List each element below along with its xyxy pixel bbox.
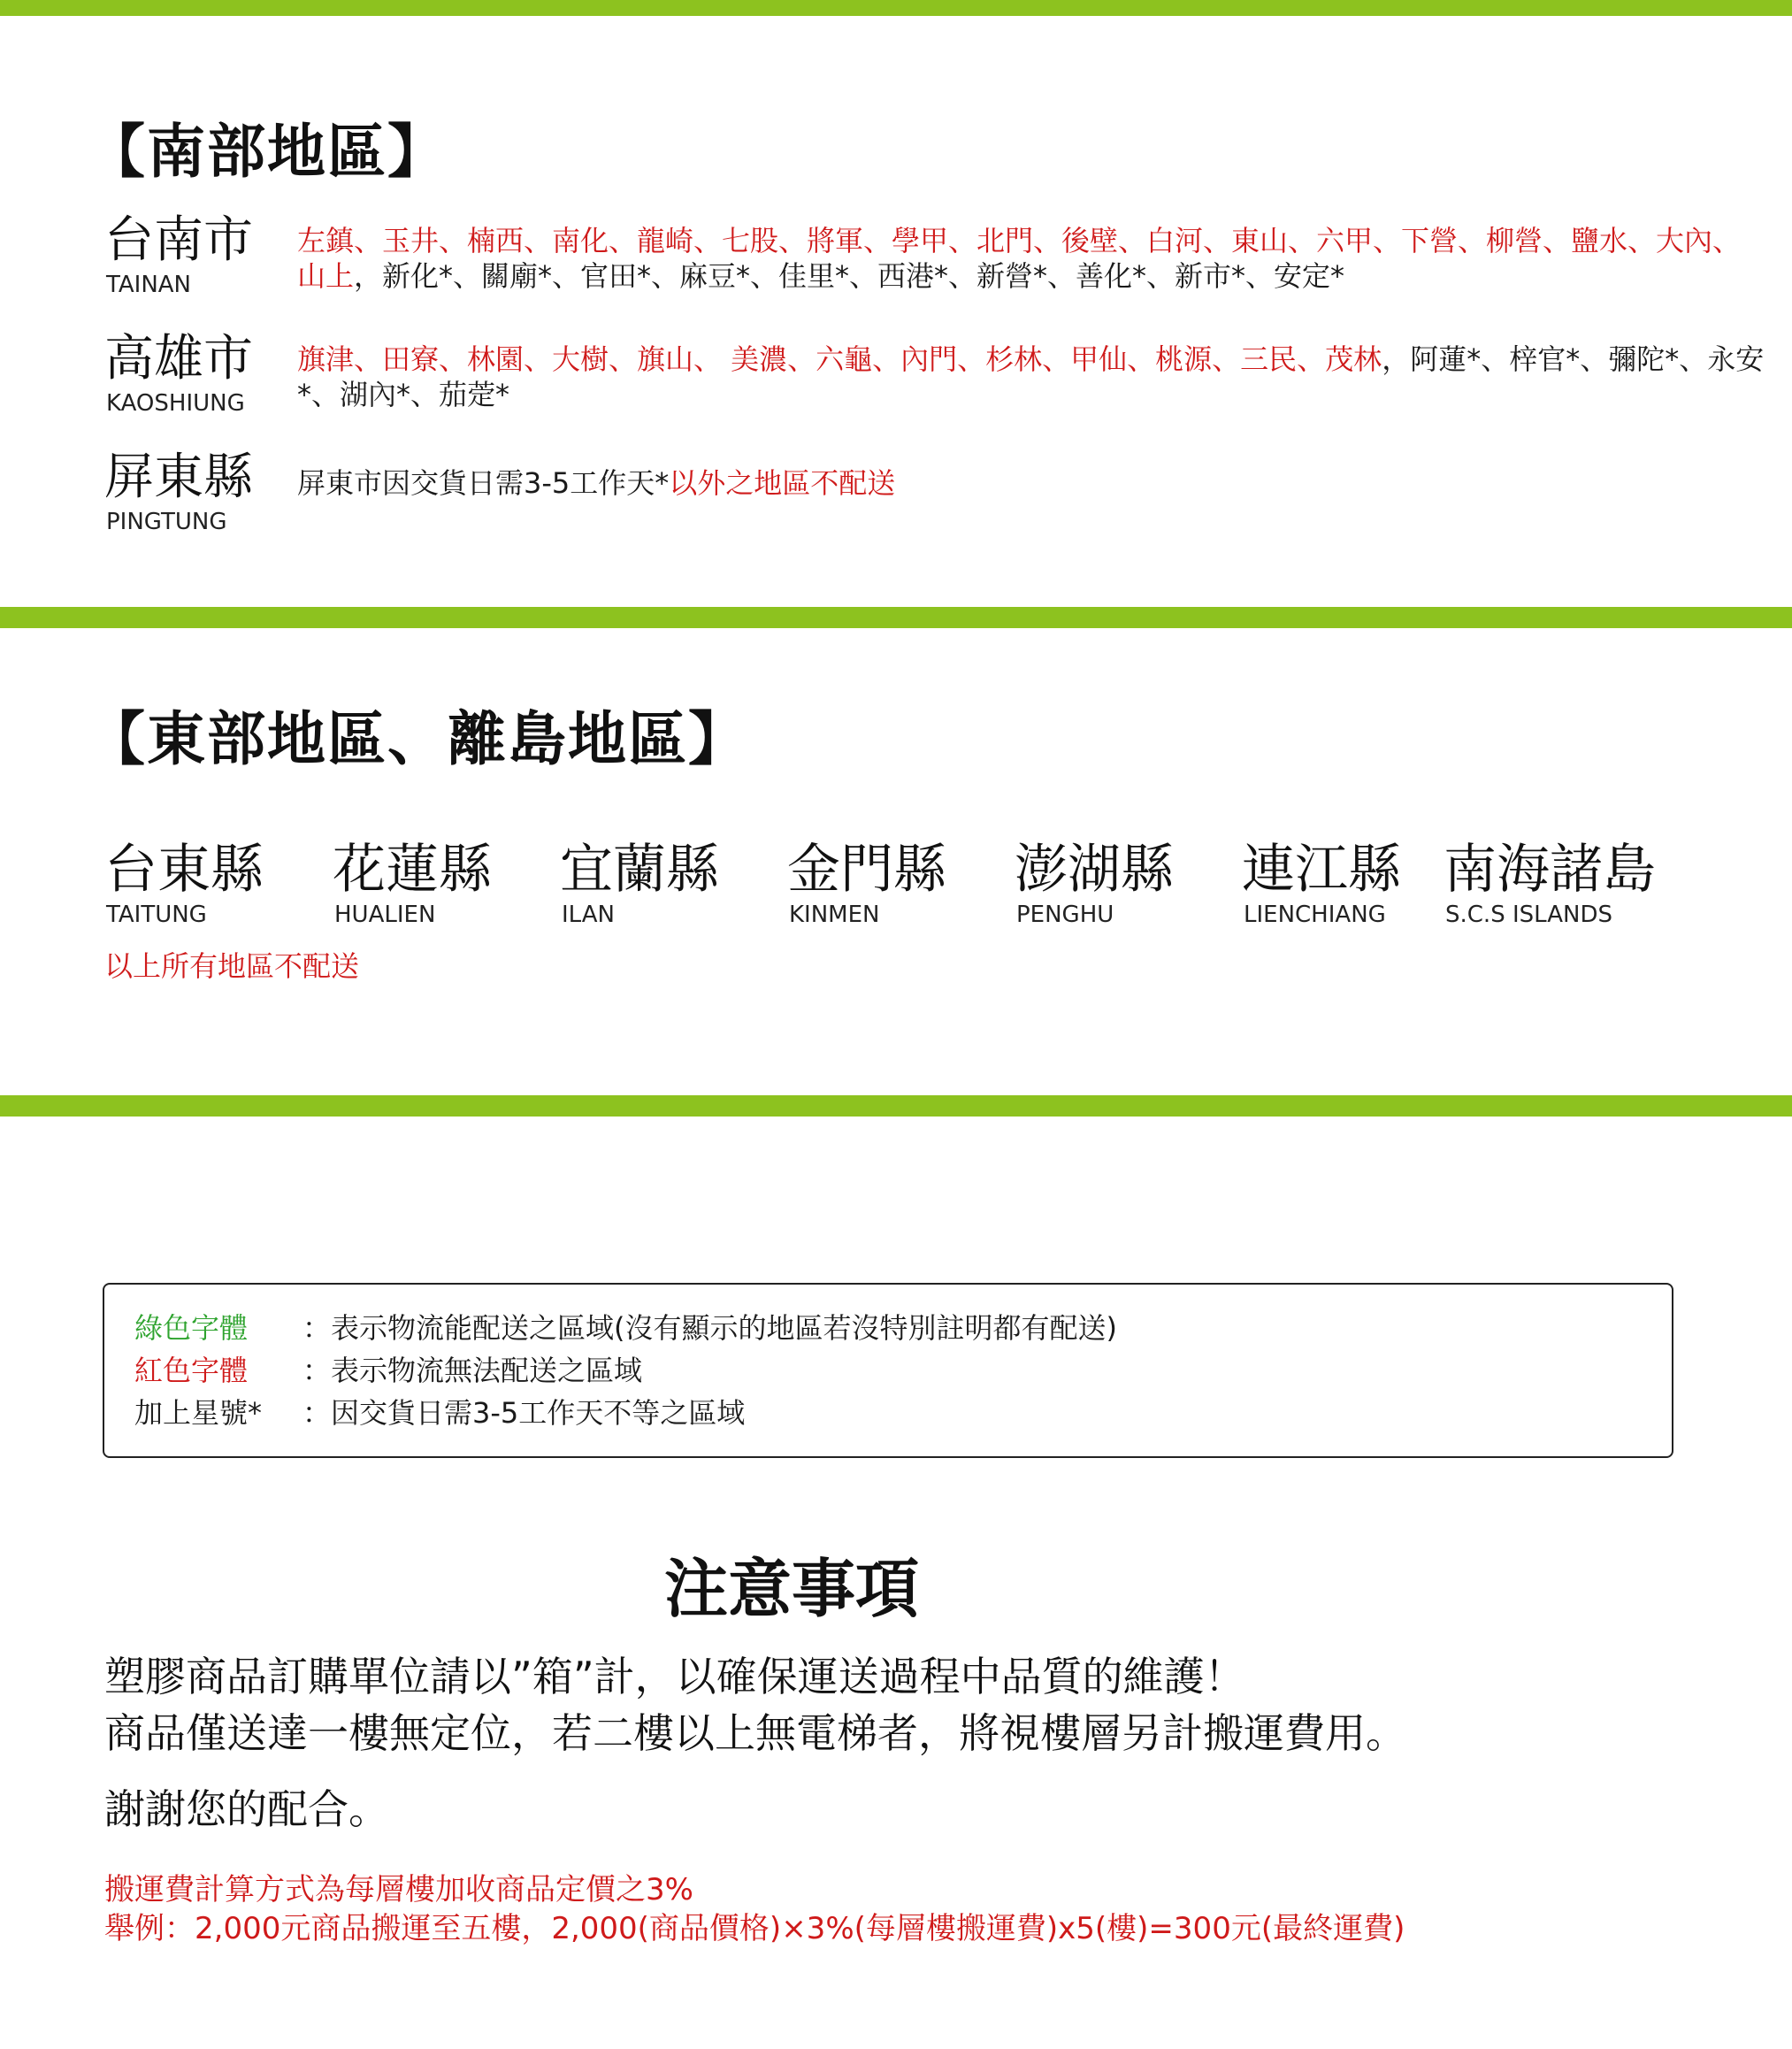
middle-divider-bar [0, 607, 1792, 628]
south-section-title: 【南部地區】 [87, 117, 448, 186]
county-name-en: S.C.S ISLANDS [1445, 902, 1612, 928]
county-name-en: LIENCHIANG [1244, 902, 1386, 928]
delayed-areas: 屏東市因交貨日需3-5工作天* [297, 466, 670, 500]
county-name-zh: 花蓮縣 [333, 839, 492, 901]
legend-key: 紅色字體 [134, 1354, 249, 1387]
undeliverable-areas: 左鎮、玉井、楠西、南化、龍崎、七股、將軍、學甲、北門、後壁、白河、東山、六甲、下營、柳營、鹽水、大內、山上 [297, 224, 1742, 293]
notes-title: 注意事項 [663, 1551, 919, 1626]
legend-box [103, 1283, 1673, 1458]
top-divider-bar [0, 0, 1792, 16]
region-row-pingtung [104, 448, 1767, 545]
lower-divider-bar [0, 1095, 1792, 1117]
county-name-zh: 連江縣 [1242, 839, 1401, 901]
notice-line-3: 謝謝您的配合。 [104, 1785, 389, 1833]
city-name-en: PINGTUNG [106, 509, 227, 535]
legend-key: 綠色字體 [134, 1311, 249, 1345]
notice-line-2: 商品僅送達一樓無定位，若二樓以上無電梯者，將視樓層另計搬運費用。 [104, 1709, 1406, 1757]
region-row-kaohsiung [104, 329, 1767, 426]
county-name-en: TAITUNG [106, 902, 207, 928]
legend-key: 加上星號* [134, 1396, 263, 1430]
east-undeliverable-note: 以上所有地區不配送 [104, 949, 360, 983]
city-name-en: TAINAN [106, 272, 192, 298]
county-name-zh: 澎湖縣 [1015, 839, 1174, 901]
fee-rule-line: 搬運費計算方式為每層樓加收商品定價之3% [104, 1872, 693, 1907]
county-name-zh: 宜蘭縣 [560, 839, 719, 901]
county-name-zh: 金門縣 [787, 839, 946, 901]
fee-example-line: 舉例：2,000元商品搬運至五樓，2,000(商品價格)×3%(每層樓搬運費)x5(樓)=300元(最終運費) [104, 1911, 1405, 1946]
area-list [297, 223, 1765, 294]
undeliverable-areas: 旗津、田寮、林園、大樹、旗山、 美濃、六龜、內門、杉林、甲仙、桃源、三民、茂林 [297, 342, 1382, 376]
legend-description: ：因交貨日需3-5工作天不等之區域 [302, 1396, 746, 1430]
delayed-areas: ，新化*、關廟*、官田*、麻豆*、佳里*、西港*、新營*、善化*、新市*、安定* [354, 259, 1345, 293]
county-name-en: KINMEN [789, 902, 880, 928]
county-name-en: ILAN [562, 902, 615, 928]
county-name-en: HUALIEN [334, 902, 436, 928]
city-name-zh: 台南市 [104, 211, 253, 269]
county-name-zh: 南海諸島 [1444, 839, 1656, 901]
area-list [297, 342, 1765, 412]
county-name-zh: 台東縣 [104, 839, 264, 901]
county-name-en: PENGHU [1016, 902, 1114, 928]
area-list [297, 465, 1765, 501]
city-name-zh: 高雄市 [104, 330, 253, 388]
city-name-zh: 屏東縣 [104, 449, 253, 506]
region-row-tainan [104, 211, 1767, 308]
city-name-en: KAOSHIUNG [106, 390, 245, 417]
notice-line-1: 塑膠商品訂購單位請以”箱”計，以確保運送過程中品質的維護！ [104, 1653, 1245, 1700]
undeliverable-areas: 以外之地區不配送 [669, 466, 896, 500]
east-section-title: 【東部地區、離島地區】 [87, 704, 748, 773]
delayed-areas: ，阿蓮*、梓官*、彌陀*、永安*、湖內*、茄萣* [297, 342, 1765, 411]
legend-description: ：表示物流能配送之區域(沒有顯示的地區若沒特別註明都有配送) [302, 1311, 1117, 1345]
legend-description: ：表示物流無法配送之區域 [302, 1354, 643, 1387]
